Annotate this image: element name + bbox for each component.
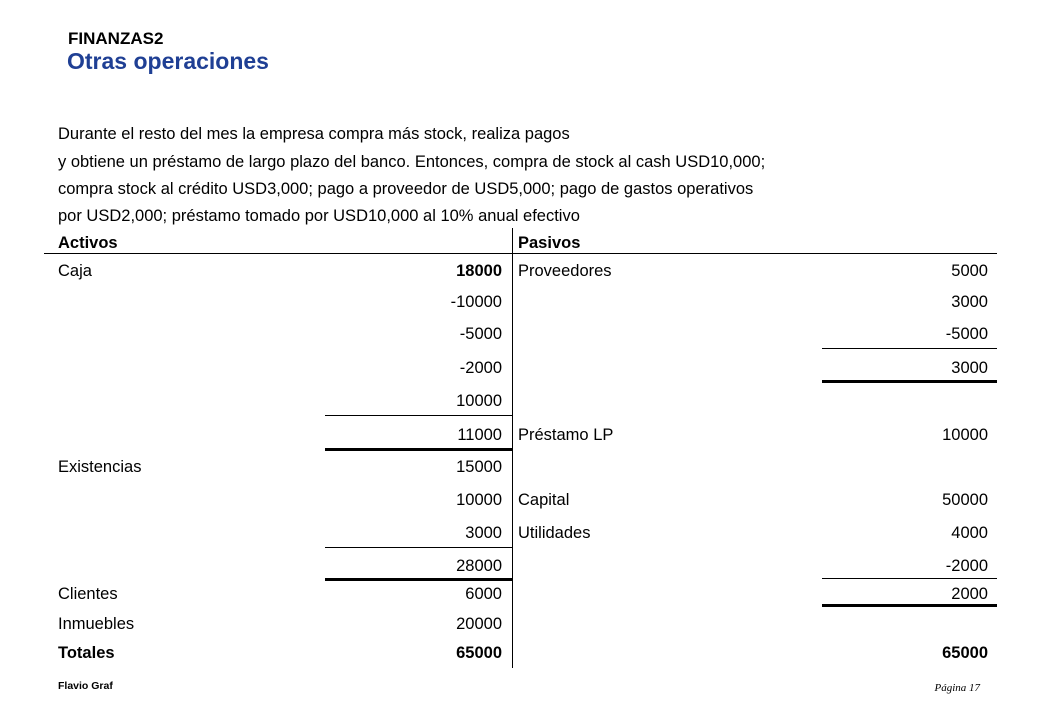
caja-subtotal-line xyxy=(325,415,512,416)
intro-line-3: compra stock al crédito USD3,000; pago a proveedor de USD5,000; pago de gastos operativos xyxy=(58,180,754,198)
right-row-value: 4000 xyxy=(951,524,988,542)
left-row-value: -5000 xyxy=(459,325,502,343)
totals-left-value: 65000 xyxy=(456,644,502,662)
pasivos-header: Pasivos xyxy=(518,234,581,252)
course-title: FINANZAS2 xyxy=(68,29,164,48)
left-row-value: 20000 xyxy=(456,615,502,633)
caja-total-line xyxy=(325,448,512,451)
right-row-value: 2000 xyxy=(951,585,988,603)
left-row-value: -2000 xyxy=(459,359,502,377)
left-row-value: 6000 xyxy=(465,585,502,603)
left-row-label: Clientes xyxy=(58,585,118,603)
left-row-label: Inmuebles xyxy=(58,615,135,633)
right-row-value: 3000 xyxy=(951,359,988,377)
intro-line-2: y obtiene un préstamo de largo plazo del banco. Entonces, compra de stock al cash USD10,000; xyxy=(58,153,766,171)
right-row-value: 3000 xyxy=(951,293,988,311)
right-row-label: Utilidades xyxy=(518,524,591,542)
right-row-label: Capital xyxy=(518,491,570,509)
t-account-divider xyxy=(512,228,513,668)
page-number: Página 17 xyxy=(934,682,980,694)
utilidades-subtotal-line xyxy=(822,578,997,579)
right-row-value: 10000 xyxy=(942,426,988,444)
proveedores-subtotal-line xyxy=(822,348,997,349)
proveedores-total-line xyxy=(822,380,997,383)
footer-author: Flavio Graf xyxy=(58,680,113,692)
intro-line-4: por USD2,000; préstamo tomado por USD10,000 al 10% anual efectivo xyxy=(58,207,580,225)
right-row-label: Proveedores xyxy=(518,262,612,280)
intro-line-1: Durante el resto del mes la empresa compra más stock, realiza pagos xyxy=(58,125,570,143)
left-row-value: 18000 xyxy=(456,262,502,280)
right-row-value: -2000 xyxy=(945,557,988,575)
existencias-subtotal-line xyxy=(325,547,512,548)
left-row-label: Caja xyxy=(58,262,92,280)
left-row-value: 10000 xyxy=(456,491,502,509)
right-row-value: 5000 xyxy=(951,262,988,280)
left-row-label: Existencias xyxy=(58,458,142,476)
left-row-value: 11000 xyxy=(457,426,502,444)
activos-header: Activos xyxy=(58,234,118,252)
right-row-value: -5000 xyxy=(945,325,988,343)
left-row-value: 10000 xyxy=(456,392,502,410)
left-row-value: 15000 xyxy=(456,458,502,476)
header-divider xyxy=(44,253,997,254)
left-row-value: 3000 xyxy=(465,524,502,542)
right-row-label: Préstamo LP xyxy=(518,426,614,444)
right-row-value: 50000 xyxy=(942,491,988,509)
page-title: Otras operaciones xyxy=(67,48,269,74)
left-row-value: 28000 xyxy=(456,557,502,575)
totals-label: Totales xyxy=(58,644,115,662)
existencias-total-line xyxy=(325,578,512,581)
utilidades-total-line xyxy=(822,604,997,607)
left-row-value: -10000 xyxy=(450,293,502,311)
totals-right-value: 65000 xyxy=(942,644,988,662)
